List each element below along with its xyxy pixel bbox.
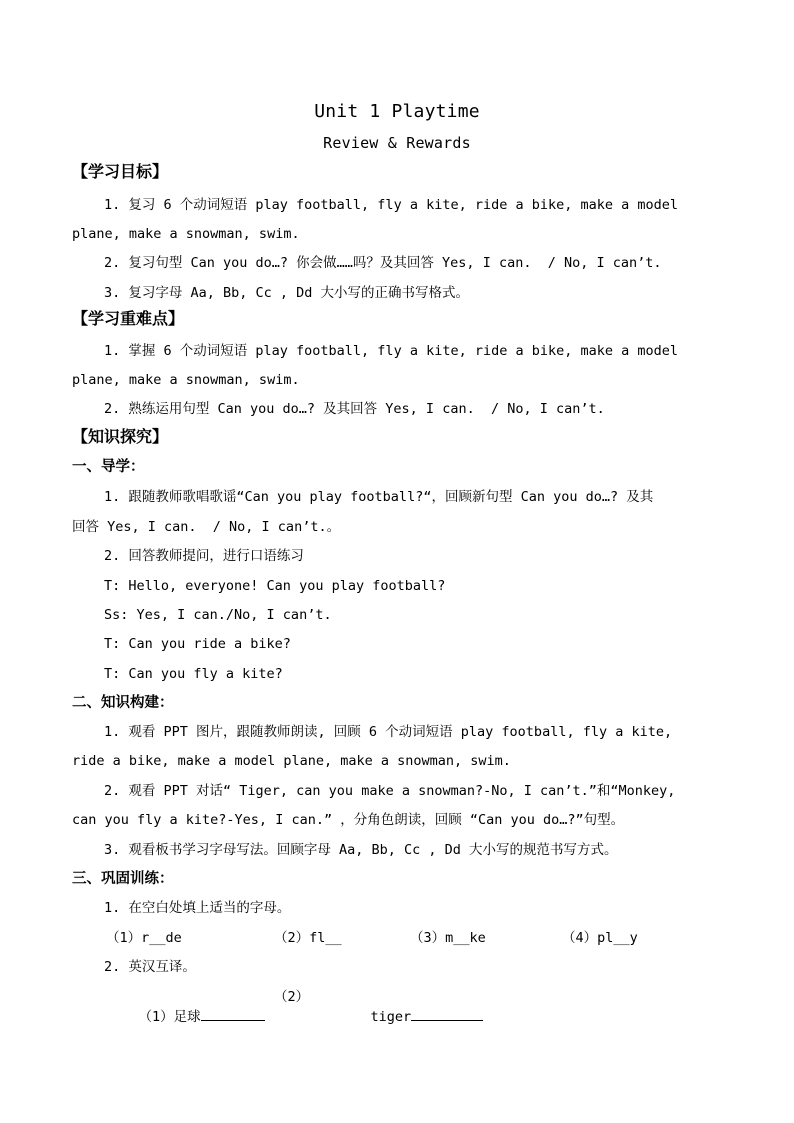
key-line: 1. 掌握 6 个动词短语 play football, fly a kite, ride a bike, make a model	[104, 343, 679, 359]
build-line: 3. 观看板书学习字母写法。回顾字母 Aa, Bb, Cc , Dd 大小写的规范书写方式。	[104, 842, 618, 858]
practice-question: 1. 在空白处填上适当的字母。	[104, 900, 291, 916]
goals-header: 【学习目标】	[72, 162, 169, 181]
goal-line: 2. 复习句型 Can you do…? 你会做……吗？及其回答 Yes, I can. / No, I can’t.	[104, 255, 662, 271]
key-line: plane, make a snowman, swim.	[72, 372, 300, 388]
key-line: 2. 熟练运用句型 Can you do…? 及其回答 Yes, I can. / No, I can’t.	[104, 401, 605, 417]
key-header: 【学习重难点】	[72, 309, 185, 328]
answer-blank	[201, 1006, 265, 1021]
translate-label: （1）足球	[138, 1009, 201, 1025]
guide-line: T: Can you ride a bike?	[104, 636, 291, 652]
fill-item: （1）r__de	[106, 930, 182, 946]
translate-label: tiger	[370, 1009, 412, 1025]
goal-line: 1. 复习 6 个动词短语 play football, fly a kite, ride a bike, make a model	[104, 197, 679, 213]
build-line: can you fly a kite?-Yes, I can.” ，分角色朗读，回顾 “Can you do…?”句型。	[72, 812, 625, 828]
translate-item: （2）	[274, 989, 310, 1005]
guide-line: 回答 Yes, I can. / No, I can’t.。	[72, 519, 341, 535]
translate-item	[338, 988, 483, 1044]
build-line: ride a bike, make a model plane, make a snowman, swim.	[72, 753, 511, 769]
guide-line: 1. 跟随教师歌唱歌谣“Can you play football?“，回顾新句型 Can you do…? 及其	[104, 489, 654, 505]
guide-line: 2. 回答教师提问，进行口语练习	[104, 548, 304, 564]
fill-item: （3）m__ke	[410, 930, 486, 946]
explore-header: 【知识探究】	[72, 427, 169, 446]
practice-header: 三、巩固训练：	[72, 871, 174, 887]
answer-blank	[411, 1006, 483, 1021]
guide-header: 一、导学：	[72, 459, 145, 475]
page-title: Unit 1 Playtime	[314, 101, 480, 122]
goal-line: 3. 复习字母 Aa, Bb, Cc , Dd 大小写的正确书写格式。	[104, 285, 470, 301]
goal-line: plane, make a snowman, swim.	[72, 226, 300, 242]
guide-line: T: Hello, everyone! Can you play football?	[104, 578, 446, 594]
fill-item: （2）fl__	[274, 930, 342, 946]
practice-question: 2. 英汉互译。	[104, 959, 196, 975]
page-subtitle: Review & Rewards	[323, 134, 471, 152]
guide-line: T: Can you fly a kite?	[104, 666, 283, 682]
guide-line: Ss: Yes, I can./No, I can’t.	[104, 607, 332, 623]
fill-item: （4）pl__y	[562, 930, 638, 946]
build-line: 2. 观看 PPT 对话“ Tiger, can you make a snowman?-No, I can’t.”和“Monkey,	[104, 783, 676, 799]
translate-item	[106, 988, 265, 1044]
build-line: 1. 观看 PPT 图片，跟随教师朗读, 回顾 6 个动词短语 play football, fly a kite,	[104, 724, 673, 740]
build-header: 二、知识构建：	[72, 695, 174, 711]
